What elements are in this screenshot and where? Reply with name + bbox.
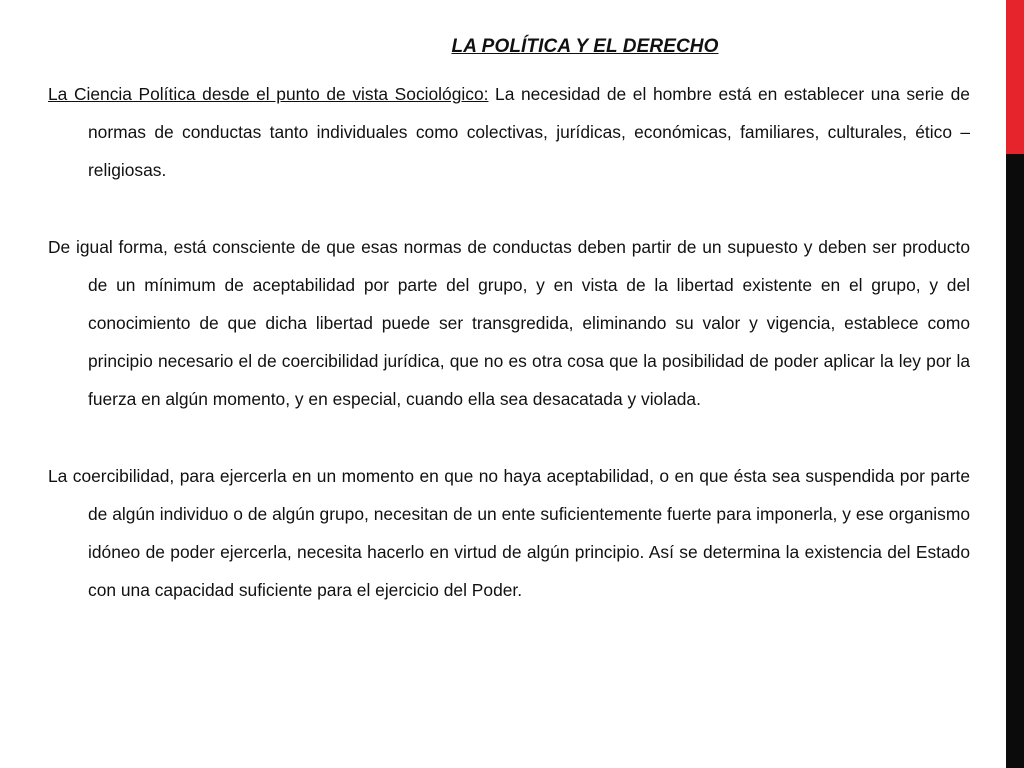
slide-content	[48, 34, 970, 609]
accent-bar-black	[1006, 154, 1024, 768]
paragraph-sociological-view	[48, 75, 970, 190]
paragraph-coercibility-principle	[48, 228, 970, 419]
accent-bar-red	[1006, 0, 1024, 154]
paragraph-text: La coercibilidad, para ejercerla en un momento en que no haya aceptabilidad, o en que ésta sea suspendida por parte de algún individuo o de algún grupo, necesitan de un ente suficientemente fuerte para imponerla, y ese organismo idóneo de poder ejercerla, necesita hacerlo en virtud de algún principio. Así se determina la existencia del Estado con una capacidad suficiente para el ejercicio del Poder.	[48, 465, 970, 601]
paragraph-text: De igual forma, está consciente de que esas normas de conductas deben partir de un supuesto y deben ser producto de un mínimum de aceptabilidad por parte del grupo, y en vista de la libertad existente en el grupo, y del conocimiento de que dicha libertad puede ser transgredida, eliminando su valor y vigencia, establece como principio necesario el de coercibilidad jurídica, que no es otra cosa que la posibilidad de poder aplicar la ley por la fuerza en algún momento, y en especial, cuando ella sea desacatada y violada.	[48, 236, 970, 410]
slide-title: LA POLÍTICA Y EL DERECHO	[451, 36, 719, 57]
paragraph-text: La necesidad de el hombre está en establecer una serie de normas de conductas tanto individuales como colectivas, jurídicas, económicas, familiares, culturales, ético – religiosas.	[88, 84, 970, 181]
paragraph-state-existence	[48, 457, 970, 610]
paragraph-lead-heading: La Ciencia Política desde el punto de vista Sociológico:	[48, 84, 489, 104]
